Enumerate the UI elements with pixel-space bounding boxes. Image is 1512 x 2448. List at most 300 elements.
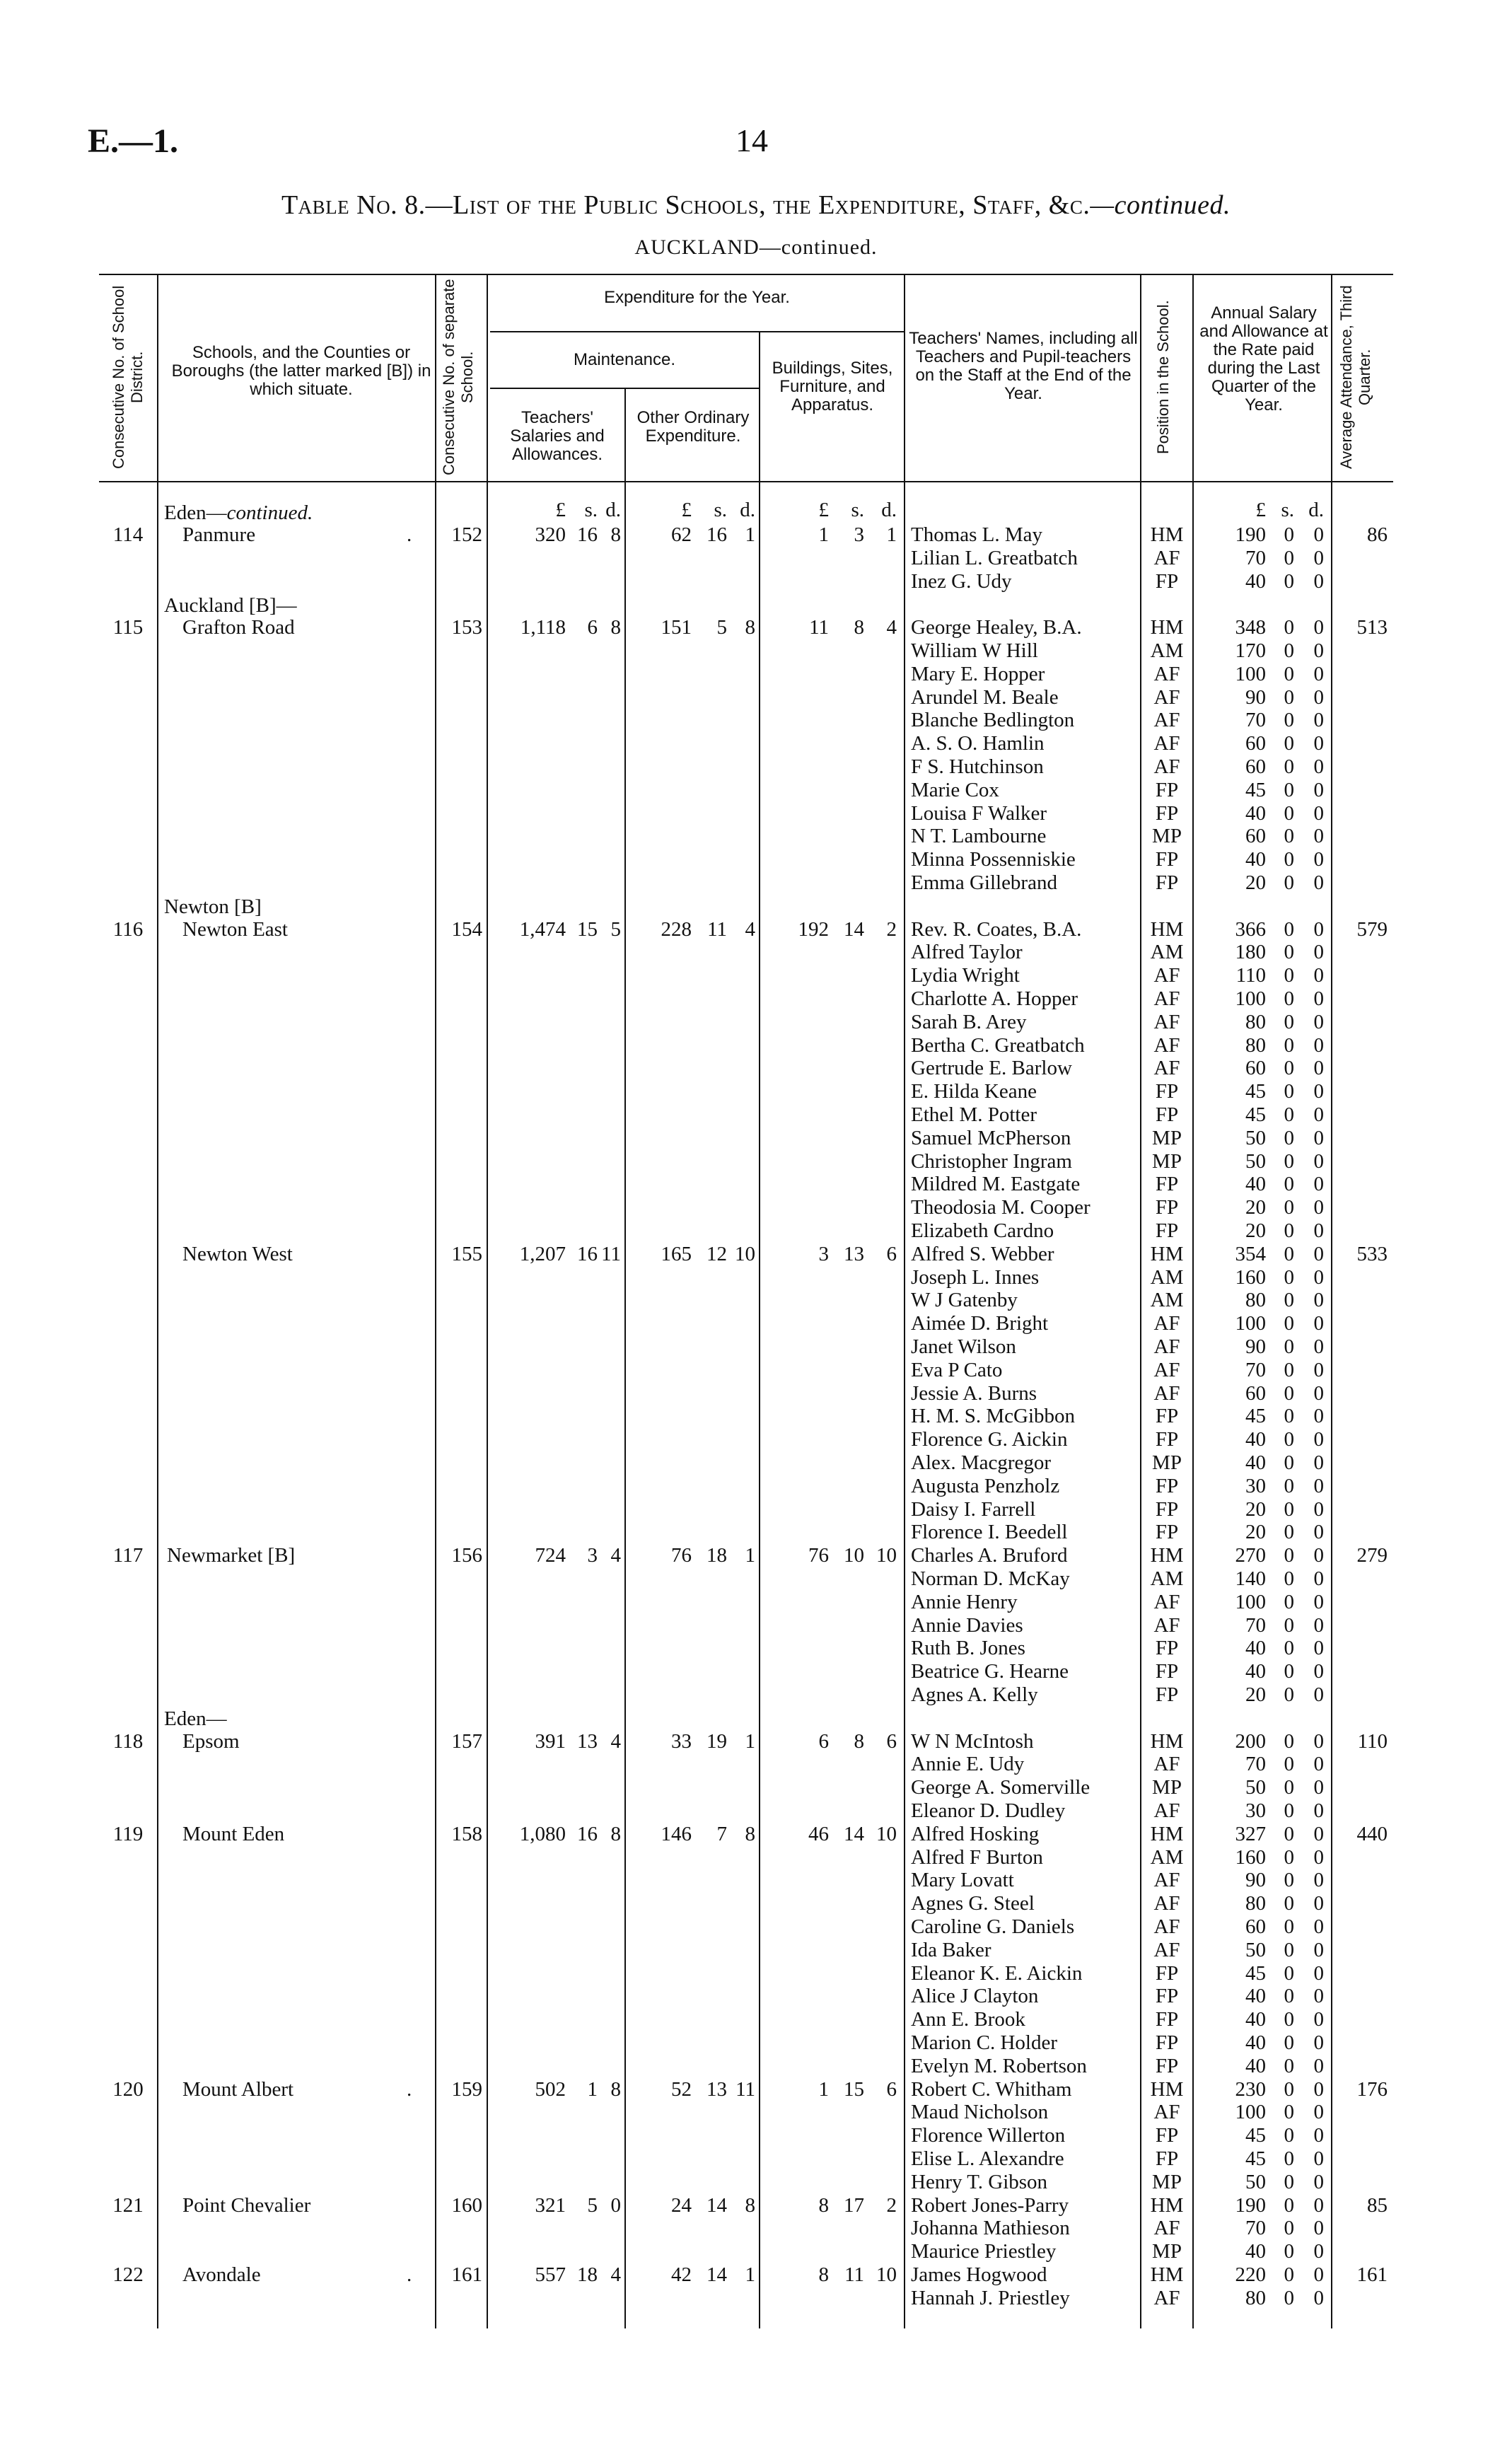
annual-salary-shillings: 0 [1284, 1242, 1294, 1265]
annual-salary-shillings: 0 [1284, 1845, 1294, 1869]
salaries-pence: 8 [610, 616, 621, 639]
teacher-position: FP [1155, 1474, 1179, 1497]
annual-salary-pounds: 70 [1245, 709, 1266, 732]
annual-salary-pence: 0 [1313, 1544, 1324, 1567]
salaries-shillings: 16 [577, 1242, 598, 1265]
teacher-position: AF [1153, 1938, 1180, 1961]
annual-salary-pounds: 40 [1245, 1637, 1266, 1660]
buildings-shillings: 13 [844, 1242, 864, 1265]
teacher-position: FP [1155, 778, 1179, 801]
teacher-position: FP [1155, 1637, 1179, 1660]
other-expenditure-pounds: 62 [671, 523, 692, 546]
other-expenditure-pence: 4 [745, 917, 755, 941]
salaries-shillings: 3 [587, 1544, 598, 1567]
annual-salary-pounds: 110 [1235, 964, 1266, 987]
header-separate-school: Consecutive No. of separate School. [440, 279, 476, 475]
school-name: Mount Albert [182, 2077, 294, 2101]
annual-salary-pence: 0 [1313, 2031, 1324, 2054]
teacher-position: AM [1150, 1289, 1184, 1312]
teacher-name: Alfred Hosking [911, 1822, 1040, 1845]
district-number: 114 [112, 523, 144, 546]
buildings-pounds: 8 [818, 2193, 829, 2217]
annual-salary-shillings: 0 [1284, 755, 1294, 778]
header-buildings: Buildings, Sites, Furniture, and Apparatus. [772, 359, 893, 414]
teacher-position: AF [1153, 1381, 1180, 1405]
annual-salary-pence: 0 [1313, 1729, 1324, 1753]
teacher-position: HM [1150, 1242, 1184, 1265]
annual-salary-pounds: 220 [1235, 2263, 1266, 2286]
annual-salary-pounds: 20 [1245, 871, 1266, 894]
separate-school-number: 156 [451, 1544, 482, 1567]
teacher-position: MP [1152, 825, 1182, 848]
annual-salary-shillings: 0 [1284, 1497, 1294, 1521]
other-expenditure-shillings: 13 [706, 2077, 727, 2101]
salaries-shillings: 13 [577, 1729, 598, 1753]
teacher-name: William W Hill [911, 639, 1038, 662]
teacher-name: Aimée D. Bright [911, 1312, 1049, 1335]
teacher-position: MP [1152, 1126, 1182, 1149]
annual-salary-shillings: 0 [1284, 1196, 1294, 1219]
annual-salary-pounds: 50 [1245, 1126, 1266, 1149]
annual-salary-shillings: 0 [1284, 1683, 1294, 1706]
teacher-name: Florence G. Aickin [911, 1428, 1068, 1451]
table-subtitle: AUCKLAND—continued. [634, 236, 878, 259]
buildings-pence: 2 [886, 917, 897, 941]
annual-salary-shillings: 0 [1284, 1405, 1294, 1428]
annual-salary-pence: 0 [1313, 987, 1324, 1010]
annual-salary-pence: 0 [1313, 1567, 1324, 1590]
annual-salary-pence: 0 [1313, 1869, 1324, 1892]
annual-salary-pounds: 100 [1235, 1590, 1266, 1613]
average-attendance: 176 [1356, 2077, 1388, 2101]
currency-symbol: d. [1308, 499, 1324, 521]
teacher-position: FP [1155, 1219, 1179, 1242]
annual-salary-shillings: 0 [1284, 1474, 1294, 1497]
page-number: 14 [735, 122, 768, 158]
teacher-name: Mary Lovatt [911, 1869, 1014, 1892]
salaries-pounds: 724 [535, 1544, 566, 1567]
teacher-position: AF [1153, 709, 1180, 732]
teacher-position: AF [1153, 662, 1180, 685]
annual-salary-pounds: 180 [1235, 941, 1266, 964]
school-name: Mount Eden [182, 1822, 285, 1845]
teacher-name: Henry T. Gibson [911, 2170, 1048, 2193]
annual-salary-pounds: 50 [1245, 2170, 1266, 2193]
district-number: 118 [112, 1729, 144, 1753]
teacher-position: AF [1153, 1915, 1180, 1938]
other-expenditure-pounds: 24 [671, 2193, 692, 2217]
table-title-prefix: Table No. 8.— [281, 190, 453, 220]
annual-salary-pounds: 70 [1245, 1753, 1266, 1776]
average-attendance: 579 [1356, 917, 1388, 941]
teacher-name: Gertrude E. Barlow [911, 1057, 1072, 1080]
teacher-position: HM [1150, 1729, 1184, 1753]
teacher-position: HM [1150, 2077, 1184, 2101]
salaries-pounds: 557 [535, 2263, 566, 2286]
annual-salary-pounds: 40 [1245, 1660, 1266, 1683]
annual-salary-shillings: 0 [1284, 1289, 1294, 1312]
other-expenditure-shillings: 14 [706, 2263, 727, 2286]
district-number: 121 [112, 2193, 144, 2217]
annual-salary-shillings: 0 [1284, 778, 1294, 801]
annual-salary-pounds: 90 [1245, 1869, 1266, 1892]
teacher-name: Mary E. Hopper [911, 662, 1045, 685]
annual-salary-pence: 0 [1313, 2054, 1324, 2077]
salaries-pounds: 1,118 [520, 616, 566, 639]
teacher-position: AF [1153, 2286, 1180, 2309]
teacher-position: AF [1153, 1358, 1180, 1381]
table-title-suffix: —continued. [1090, 190, 1231, 220]
other-expenditure-pounds: 165 [661, 1242, 692, 1265]
teacher-name: Lilian L. Greatbatch [911, 546, 1078, 569]
top-rule [99, 274, 1393, 275]
teacher-name: Ann E. Brook [911, 2008, 1025, 2031]
currency-symbol: £ [681, 499, 692, 521]
other-expenditure-pounds: 52 [671, 2077, 692, 2101]
teacher-name: Alice J Clayton [911, 1985, 1039, 2008]
annual-salary-shillings: 0 [1284, 964, 1294, 987]
annual-salary-shillings: 0 [1284, 871, 1294, 894]
annual-salary-shillings: 0 [1284, 1335, 1294, 1358]
teacher-position: FP [1155, 2124, 1179, 2147]
teacher-name: Eva P Cato [911, 1358, 1003, 1381]
teacher-position: FP [1155, 2147, 1179, 2170]
other-expenditure-pounds: 76 [671, 1544, 692, 1567]
buildings-pence: 6 [886, 1242, 897, 1265]
currency-symbol: d. [740, 499, 755, 521]
annual-salary-pounds: 40 [1245, 569, 1266, 593]
teacher-name: Samuel McPherson [911, 1126, 1071, 1149]
annual-salary-pounds: 40 [1245, 1428, 1266, 1451]
salaries-pence: 5 [610, 917, 621, 941]
salaries-pence: 8 [610, 1822, 621, 1845]
annual-salary-pence: 0 [1313, 1219, 1324, 1242]
teacher-position: HM [1150, 917, 1184, 941]
annual-salary-pence: 0 [1313, 1173, 1324, 1196]
teacher-name: Hannah J. Priestley [911, 2286, 1070, 2309]
annual-salary-shillings: 0 [1284, 639, 1294, 662]
teacher-name: Elise L. Alexandre [911, 2147, 1064, 2170]
annual-salary-shillings: 0 [1284, 709, 1294, 732]
other-expenditure-pence: 8 [745, 616, 755, 639]
annual-salary-pounds: 45 [1245, 1103, 1266, 1126]
teacher-position: AM [1150, 1567, 1184, 1590]
teacher-name: Maud Nicholson [911, 2101, 1049, 2124]
teacher-name: Annie E. Udy [911, 1753, 1025, 1776]
teacher-position: AF [1153, 1010, 1180, 1033]
annual-salary-pence: 0 [1313, 1358, 1324, 1381]
salaries-shillings: 16 [577, 523, 598, 546]
annual-salary-pence: 0 [1313, 964, 1324, 987]
annual-salary-shillings: 0 [1284, 1613, 1294, 1637]
teacher-name: Joseph L. Innes [911, 1265, 1040, 1289]
average-attendance: 533 [1356, 1242, 1388, 1265]
buildings-pence: 6 [886, 2077, 897, 2101]
annual-salary-shillings: 0 [1284, 917, 1294, 941]
salaries-pounds: 391 [535, 1729, 566, 1753]
teacher-name: W N McIntosh [911, 1729, 1034, 1753]
annual-salary-shillings: 0 [1284, 2170, 1294, 2193]
annual-salary-shillings: 0 [1284, 1776, 1294, 1799]
annual-salary-pence: 0 [1313, 1010, 1324, 1033]
other-expenditure-pounds: 33 [671, 1729, 692, 1753]
teacher-name: Johanna Mathieson [911, 2217, 1070, 2240]
salaries-shillings: 18 [577, 2263, 598, 2286]
annual-salary-pounds: 70 [1245, 2217, 1266, 2240]
salaries-pounds: 320 [535, 523, 566, 546]
buildings-pounds: 11 [809, 616, 829, 639]
rule-1 [157, 274, 158, 2328]
currency-symbol: s. [851, 499, 864, 521]
annual-salary-pence: 0 [1313, 1683, 1324, 1706]
buildings-pounds: 76 [808, 1544, 829, 1567]
annual-salary-pounds: 45 [1245, 778, 1266, 801]
annual-salary-shillings: 0 [1284, 1173, 1294, 1196]
school-group-label: Auckland [B]— [164, 594, 297, 617]
annual-salary-pounds: 270 [1235, 1544, 1266, 1567]
district-number: 122 [112, 2263, 144, 2286]
annual-salary-pounds: 160 [1235, 1265, 1266, 1289]
teacher-name: Agnes G. Steel [911, 1892, 1035, 1915]
annual-salary-pence: 0 [1313, 616, 1324, 639]
annual-salary-pence: 0 [1313, 1497, 1324, 1521]
annual-salary-shillings: 0 [1284, 1892, 1294, 1915]
teacher-position: AF [1153, 1312, 1180, 1335]
header-district: Consecutive No. of School District. [110, 285, 146, 469]
other-expenditure-pence: 1 [745, 2263, 755, 2286]
annual-salary-pounds: 50 [1245, 1938, 1266, 1961]
annual-salary-shillings: 0 [1284, 1590, 1294, 1613]
teacher-position: AF [1153, 1869, 1180, 1892]
annual-salary-shillings: 0 [1284, 1869, 1294, 1892]
annual-salary-pounds: 60 [1245, 1915, 1266, 1938]
salaries-pence: 4 [610, 1544, 621, 1567]
annual-salary-shillings: 0 [1284, 825, 1294, 848]
annual-salary-pounds: 230 [1235, 2077, 1266, 2101]
teacher-position: FP [1155, 1497, 1179, 1521]
teacher-name: Minna Possenniskie [911, 848, 1076, 871]
annual-salary-shillings: 0 [1284, 1753, 1294, 1776]
teacher-name: Evelyn M. Robertson [911, 2054, 1087, 2077]
teacher-name: Robert C. Whitham [911, 2077, 1072, 2101]
separate-school-number: 152 [451, 523, 482, 546]
salaries-shillings: 5 [587, 2193, 598, 2217]
other-expenditure-pence: 8 [745, 2193, 755, 2217]
annual-salary-shillings: 0 [1284, 848, 1294, 871]
annual-salary-pence: 0 [1313, 2101, 1324, 2124]
annual-salary-shillings: 0 [1284, 685, 1294, 709]
teacher-position: AF [1153, 1613, 1180, 1637]
salaries-pounds: 321 [535, 2193, 566, 2217]
annual-salary-pounds: 354 [1235, 1242, 1266, 1265]
district-number: 116 [112, 917, 144, 941]
annual-salary-pounds: 50 [1245, 1776, 1266, 1799]
other-expenditure-pence: 1 [745, 523, 755, 546]
other-expenditure-pounds: 228 [661, 917, 692, 941]
separate-school-number: 155 [451, 1242, 482, 1265]
other-expenditure-pounds: 151 [661, 616, 692, 639]
teacher-name: Beatrice G. Hearne [911, 1660, 1069, 1683]
other-expenditure-shillings: 11 [707, 917, 727, 941]
annual-salary-pounds: 40 [1245, 2031, 1266, 2054]
teacher-position: AM [1150, 639, 1184, 662]
teacher-position: FP [1155, 2008, 1179, 2031]
annual-salary-shillings: 0 [1284, 987, 1294, 1010]
annual-salary-pounds: 40 [1245, 1451, 1266, 1474]
teacher-name: Norman D. McKay [911, 1567, 1070, 1590]
annual-salary-pence: 0 [1313, 871, 1324, 894]
average-attendance: 440 [1356, 1822, 1388, 1845]
teacher-name: Mildred M. Eastgate [911, 1173, 1081, 1196]
teacher-position: FP [1155, 1660, 1179, 1683]
annual-salary-pence: 0 [1313, 732, 1324, 755]
annual-salary-pounds: 40 [1245, 2008, 1266, 2031]
annual-salary-pence: 0 [1313, 941, 1324, 964]
currency-symbol: £ [1255, 499, 1266, 521]
district-number: 120 [112, 2077, 144, 2101]
annual-salary-pounds: 20 [1245, 1521, 1266, 1544]
annual-salary-pence: 0 [1313, 1915, 1324, 1938]
annual-salary-pence: 0 [1313, 1080, 1324, 1103]
teacher-position: FP [1155, 871, 1179, 894]
school-group-label: Newton [B] [164, 895, 262, 919]
salaries-pounds: 502 [535, 2077, 566, 2101]
salaries-pence: 4 [610, 1729, 621, 1753]
other-expenditure-pounds: 146 [661, 1822, 692, 1845]
annual-salary-pounds: 40 [1245, 2054, 1266, 2077]
annual-salary-pounds: 45 [1245, 1961, 1266, 1985]
teacher-name: James Hogwood [911, 2263, 1047, 2286]
header-maintenance: Maintenance. [573, 350, 676, 369]
teacher-name: A. S. O. Hamlin [911, 732, 1045, 755]
teacher-name: Maurice Priestley [911, 2240, 1057, 2263]
annual-salary-pence: 0 [1313, 2170, 1324, 2193]
teacher-position: MP [1152, 1149, 1182, 1173]
teacher-name: Arundel M. Beale [911, 685, 1059, 709]
leader-dot: . [407, 523, 412, 546]
teacher-name: Ida Baker [911, 1938, 991, 1961]
annual-salary-pence: 0 [1313, 825, 1324, 848]
teacher-position: FP [1155, 569, 1179, 593]
teacher-position: HM [1150, 616, 1184, 639]
currency-symbol: s. [1281, 499, 1294, 521]
annual-salary-shillings: 0 [1284, 2263, 1294, 2286]
buildings-pounds: 3 [818, 1242, 829, 1265]
salaries-shillings: 16 [577, 1822, 598, 1845]
teacher-name: Thomas L. May [911, 523, 1043, 546]
other-expenditure-pence: 1 [745, 1729, 755, 1753]
salaries-pence: 4 [610, 2263, 621, 2286]
other-expenditure-shillings: 12 [706, 1242, 727, 1265]
annual-salary-shillings: 0 [1284, 2101, 1294, 2124]
annual-salary-shillings: 0 [1284, 2193, 1294, 2217]
separate-school-number: 154 [451, 917, 482, 941]
annual-salary-shillings: 0 [1284, 1358, 1294, 1381]
buildings-pounds: 46 [808, 1822, 829, 1845]
annual-salary-pounds: 40 [1245, 1985, 1266, 2008]
annual-salary-pence: 0 [1313, 569, 1324, 593]
salaries-pounds: 1,474 [519, 917, 566, 941]
annual-salary-pounds: 20 [1245, 1196, 1266, 1219]
district-number: 119 [112, 1822, 144, 1845]
teacher-name: Florence Willerton [911, 2124, 1066, 2147]
school-group-label: Eden— [164, 1707, 227, 1731]
annual-salary-shillings: 0 [1284, 1660, 1294, 1683]
school-name: Panmure [182, 523, 256, 546]
teacher-name: E. Hilda Keane [911, 1080, 1037, 1103]
buildings-pence: 10 [876, 1544, 897, 1567]
school-name: Avondale [182, 2263, 261, 2286]
annual-salary-pence: 0 [1313, 1776, 1324, 1799]
annual-salary-pence: 0 [1313, 1451, 1324, 1474]
teacher-name: H. M. S. McGibbon [911, 1405, 1076, 1428]
school-name: Point Chevalier [182, 2193, 311, 2217]
annual-salary-pence: 0 [1313, 2008, 1324, 2031]
average-attendance: 86 [1367, 523, 1388, 546]
annual-salary-pence: 0 [1313, 2263, 1324, 2286]
annual-salary-pence: 0 [1313, 1242, 1324, 1265]
annual-salary-shillings: 0 [1284, 546, 1294, 569]
annual-salary-shillings: 0 [1284, 2147, 1294, 2170]
teacher-name: Lydia Wright [911, 964, 1020, 987]
annual-salary-pence: 0 [1313, 523, 1324, 546]
teacher-position: AF [1153, 964, 1180, 987]
buildings-shillings: 15 [844, 2077, 864, 2101]
teacher-name: N T. Lambourne [911, 825, 1047, 848]
annual-salary-pence: 0 [1313, 1938, 1324, 1961]
teacher-name: Eleanor K. E. Aickin [911, 1961, 1083, 1985]
annual-salary-pence: 0 [1313, 1335, 1324, 1358]
teacher-position: FP [1155, 1683, 1179, 1706]
salaries-pounds: 1,080 [519, 1822, 566, 1845]
teacher-name: Jessie A. Burns [911, 1381, 1037, 1405]
teacher-position: FP [1155, 1985, 1179, 2008]
buildings-pounds: 192 [798, 917, 829, 941]
school-group-label: Eden—continued. [164, 501, 313, 524]
buildings-shillings: 14 [844, 1822, 864, 1845]
annual-salary-shillings: 0 [1284, 1938, 1294, 1961]
currency-symbol: s. [584, 499, 598, 521]
annual-salary-pence: 0 [1313, 801, 1324, 825]
teacher-position: AF [1153, 1335, 1180, 1358]
teacher-position: FP [1155, 2054, 1179, 2077]
annual-salary-pounds: 40 [1245, 1173, 1266, 1196]
annual-salary-pence: 0 [1313, 1033, 1324, 1057]
annual-salary-pounds: 40 [1245, 2240, 1266, 2263]
annual-salary-shillings: 0 [1284, 1567, 1294, 1590]
teacher-position: AF [1153, 1590, 1180, 1613]
annual-salary-pounds: 45 [1245, 1405, 1266, 1428]
annual-salary-shillings: 0 [1284, 2054, 1294, 2077]
annual-salary-pence: 0 [1313, 1892, 1324, 1915]
salaries-pence: 0 [610, 2193, 621, 2217]
average-attendance: 110 [1357, 1729, 1388, 1753]
teacher-position: HM [1150, 2193, 1184, 2217]
school-name: Newmarket [B] [167, 1544, 296, 1567]
teacher-name: Annie Davies [911, 1613, 1023, 1637]
other-expenditure-shillings: 16 [706, 523, 727, 546]
annual-salary-shillings: 0 [1284, 1126, 1294, 1149]
annual-salary-pence: 0 [1313, 709, 1324, 732]
annual-salary-pounds: 170 [1235, 639, 1266, 662]
annual-salary-pence: 0 [1313, 1474, 1324, 1497]
buildings-pence: 10 [876, 2263, 897, 2286]
annual-salary-pounds: 40 [1245, 848, 1266, 871]
annual-salary-pence: 0 [1313, 1103, 1324, 1126]
annual-salary-pence: 0 [1313, 1660, 1324, 1683]
annual-salary-pence: 0 [1313, 1126, 1324, 1149]
buildings-shillings: 3 [854, 523, 864, 546]
